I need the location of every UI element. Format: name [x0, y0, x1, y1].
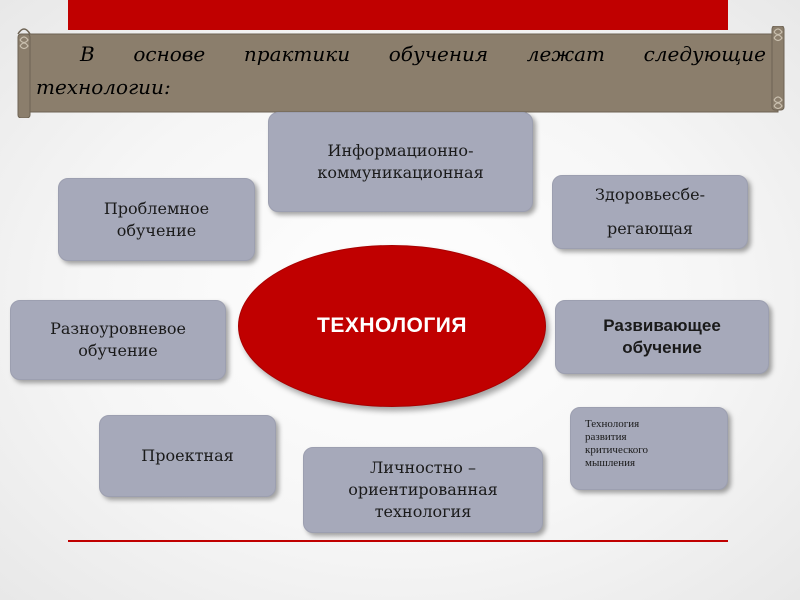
node-multilevel-learning	[10, 300, 226, 380]
node-health-saving	[552, 175, 748, 249]
node-info-communication-label: Информационно- коммуникационная	[317, 141, 484, 182]
node-problem-learning-label: Проблемное обучение	[103, 198, 210, 240]
node-problem-learning	[58, 178, 255, 261]
node-project	[99, 415, 276, 497]
node-critical-thinking	[570, 407, 728, 490]
center-technology-ellipse	[238, 245, 546, 407]
bottom-accent-line	[68, 540, 728, 542]
node-multilevel-learning-label: Разноуровневое обучение	[50, 319, 186, 360]
node-developing-learning-label: Развивающее обучение	[603, 316, 721, 357]
node-personal-oriented	[303, 447, 543, 533]
title-text-block	[36, 38, 766, 104]
node-health-saving-label: Здоровьесбе- регающая	[595, 185, 705, 238]
node-developing-learning	[555, 300, 769, 374]
title-scroll-banner	[16, 26, 786, 118]
node-critical-thinking-label: Технология развития критического мышления	[585, 418, 649, 469]
center-label: ТЕХНОЛОГИЯ	[317, 314, 467, 337]
node-info-communication	[268, 112, 533, 212]
title-text: В основе практики обучения лежат следующие технологии:	[36, 42, 766, 99]
node-project-label: Проектная	[141, 446, 234, 465]
node-personal-oriented-label: Личностно – ориентированная технология	[348, 458, 498, 521]
